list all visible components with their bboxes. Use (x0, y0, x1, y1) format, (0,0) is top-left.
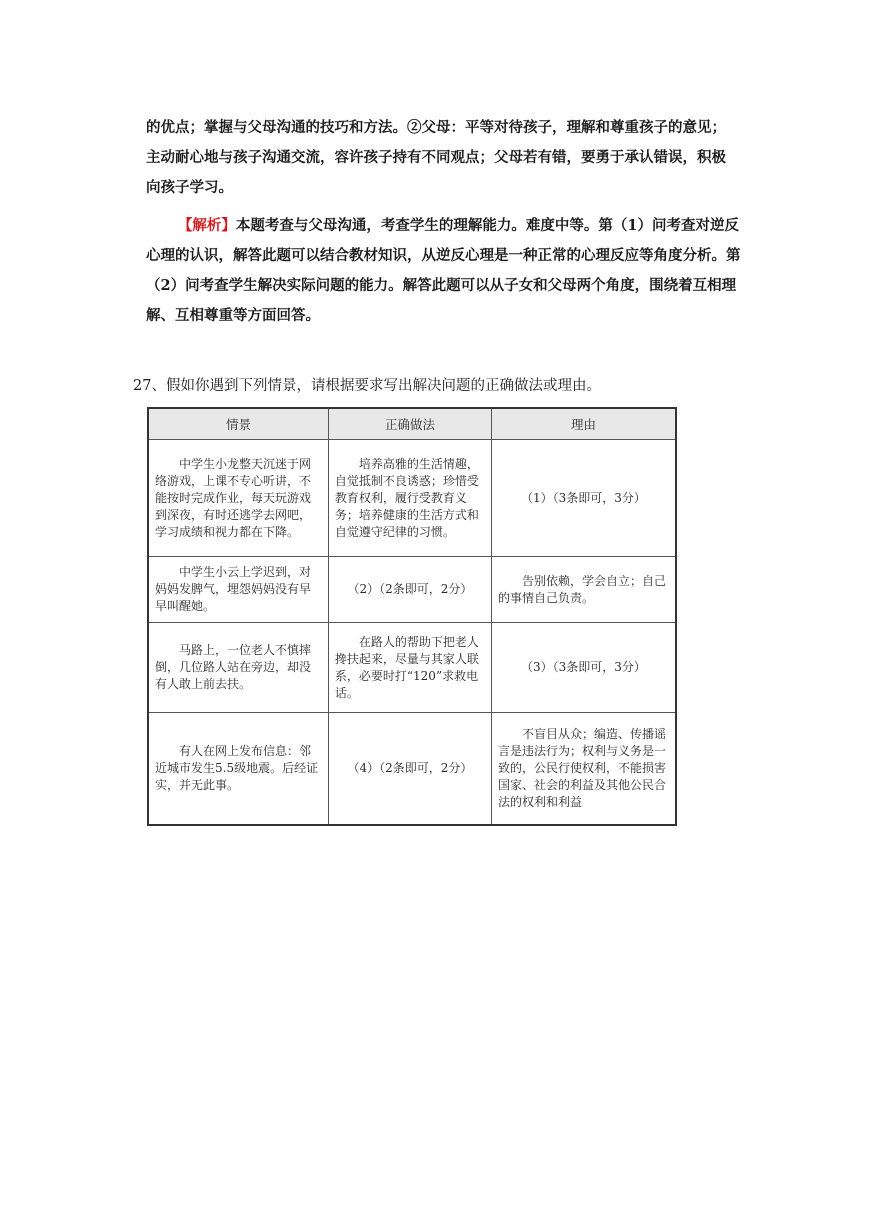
scenario-table (147, 407, 677, 826)
scene-cell: 中学生小云上学迟到，对妈妈发脾气，埋怨妈妈没有早早叫醒她。 (148, 557, 328, 623)
practice-cell: （2）（2条即可，2分） (328, 557, 491, 623)
header-practice: 正确做法 (328, 408, 491, 440)
answer-line-2: 主动耐心地与孩子沟通交流，容许孩子持有不同观点；父母若有错，要勇于承认错误，积极 (146, 149, 726, 166)
practice-cell: 培养高雅的生活情趣，自觉抵制不良诱惑；珍惜受教育权利，履行受教育义务；培养健康的生活方式和自觉遵守纪律的习惯。 (328, 440, 491, 557)
reason-cell: 告别依赖，学会自立；自己的事情自己负责。 (491, 557, 676, 623)
analysis-tag: 【解析】 (177, 217, 236, 234)
scene-cell: 中学生小龙整天沉迷于网络游戏，上课不专心听讲，不能按时完成作业，每天玩游戏到深夜，有时还逃学去网吧，学习成绩和视力都在下降。 (148, 440, 328, 557)
scene-cell: 有人在网上发布信息：邻近城市发生5.5级地震。后经证实，并无此事。 (148, 713, 328, 825)
header-reason: 理由 (491, 408, 676, 440)
table-row (148, 623, 676, 713)
header-scene: 情景 (148, 408, 328, 440)
practice-cell: （4）（2条即可，2分） (328, 713, 491, 825)
table-row (148, 440, 676, 557)
practice-cell: 在路人的帮助下把老人搀扶起来，尽量与其家人联系，必要时打“120”求救电话。 (328, 623, 491, 713)
scene-cell: 马路上，一位老人不慎摔倒，几位路人站在旁边，却没有人敢上前去扶。 (148, 623, 328, 713)
answer-line-1: 的优点；掌握与父母沟通的技巧和方法。②父母：平等对待孩子，理解和尊重孩子的意见； (146, 119, 726, 136)
answer-continuation (146, 113, 752, 203)
question-27: 27、假如你遇到下列情景，请根据要求写出解决问题的正确做法或理由。 (133, 378, 601, 394)
analysis-paragraph (146, 211, 752, 331)
table-header-row (148, 408, 676, 440)
table-row (148, 713, 676, 825)
reason-cell: （3）（3条即可，3分） (491, 623, 676, 713)
answer-line-3: 向孩子学习。 (146, 179, 233, 196)
reason-cell: 不盲目从众；编造、传播谣言是违法行为；权利与义务是一致的，公民行使权利，不能损害国家、社会的利益及其他公民合法的权利和利益 (491, 713, 676, 825)
table-row (148, 557, 676, 623)
analysis-text: 本题考查与父母沟通，考查学生的理解能力。难度中等。第（1）问考查对逆反心理的认识，解答此题可以结合教材知识，从逆反心理是一种正常的心理反应等角度分析。第（2）问考查学生解决实际问题的能力。解答此题可以从子女和父母两个角度，围绕着互相理解、互相尊重等方面回答。 (146, 217, 741, 324)
reason-cell: （1）（3条即可，3分） (491, 440, 676, 557)
